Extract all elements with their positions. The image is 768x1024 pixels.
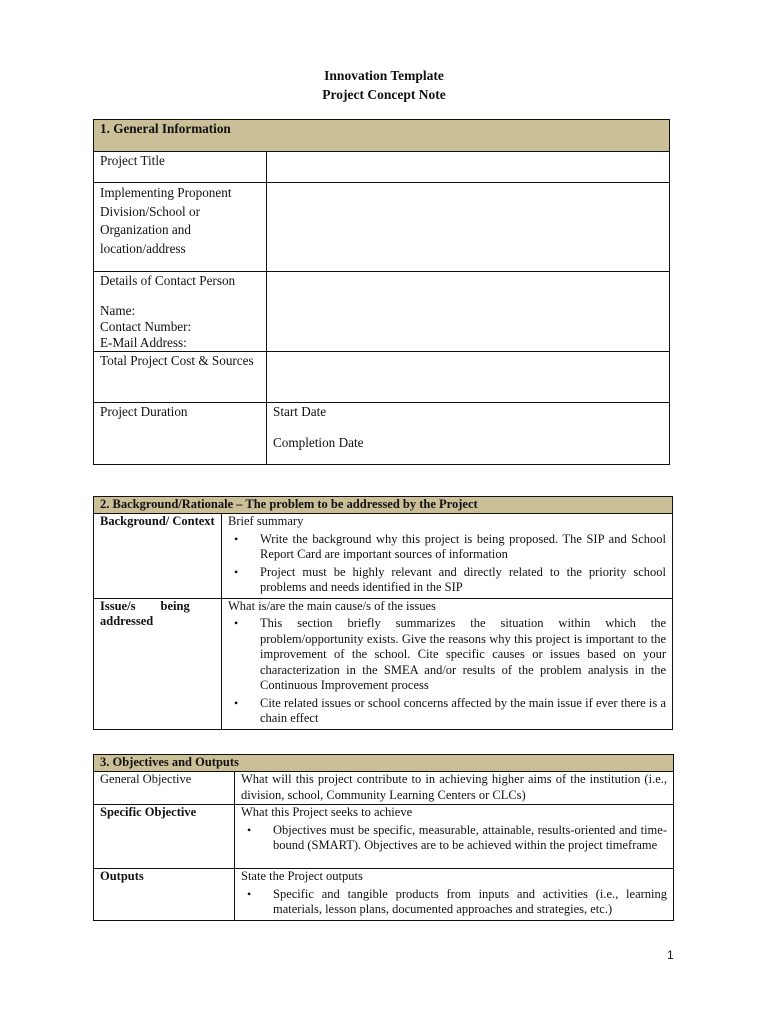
bullet-icon: •: [234, 695, 239, 710]
general-objective-text: What will this project contribute to in achieving higher aims of the institution (i.e., division, school, Community Learning Centers or CLCs): [235, 772, 674, 805]
start-date-label: Start Date: [273, 404, 327, 419]
specific-objective-summary: What this Project seeks to achieve: [241, 805, 413, 819]
bullet-icon: •: [247, 822, 252, 837]
specific-objective-label: Specific Objective: [94, 805, 235, 869]
list-item: • Project must be highly relevant and directly related to the priority school problems and needs identified in the SIP: [234, 564, 666, 594]
general-information-header: 1. General Information: [94, 120, 670, 152]
issues-addressed-label: Issue/s being addressed: [94, 598, 222, 729]
outputs-label: Outputs: [94, 869, 235, 921]
project-cost-label: Total Project Cost & Sources: [94, 352, 267, 403]
list-item: • Cite related issues or school concerns affected by the main issue if ever there is a chain effect: [234, 695, 666, 725]
issues-addressed-cell: [222, 598, 673, 729]
bullet-icon: •: [247, 886, 252, 901]
general-information-table: [93, 119, 670, 465]
context-summary: Brief summary: [228, 514, 304, 528]
document-titles: [0, 66, 768, 104]
project-duration-cell[interactable]: [267, 403, 670, 465]
general-objective-label: General Objective: [94, 772, 235, 805]
bullet-icon: •: [234, 616, 239, 630]
specific-bullet-list: [241, 823, 667, 854]
list-item: • Specific and tangible products from inputs and activities (i.e., learning materials, lesson plans, documented approaches and strategies, etc.): [247, 886, 667, 916]
contact-person-field[interactable]: [267, 272, 670, 352]
bullet-icon: •: [234, 531, 239, 546]
proponent-field[interactable]: [267, 183, 670, 272]
project-title-field[interactable]: [267, 152, 670, 183]
list-item: • Write the background why this project is being proposed. The SIP and School Report Card are important sources of information: [234, 531, 666, 561]
project-title-label: Project Title: [94, 152, 267, 183]
outputs-summary: State the Project outputs: [241, 869, 363, 883]
page-number: 1: [667, 948, 674, 962]
completion-date-label: Completion Date: [273, 434, 364, 450]
background-context-label: Background/ Context: [94, 514, 222, 599]
contact-person-label: Details of Contact Person: [100, 273, 236, 288]
specific-objective-cell: [235, 805, 674, 869]
background-rationale-table: [93, 496, 673, 730]
bullet-icon: •: [234, 564, 239, 579]
context-bullet-list: [228, 532, 666, 596]
issue-bullet-list: [228, 616, 666, 727]
issue-summary: What is/are the main cause/s of the issues: [228, 598, 436, 613]
list-item: • This section briefly summarizes the situation within which the problem/opportunity exists. Give the reasons why this project is important to the improvement of the school. Cite specific causes or issues based on your characterization in the SMEA and/or results of the problem analysis in the Continuous Improvement process: [234, 616, 666, 692]
outputs-bullet-list: [241, 887, 667, 918]
contact-person-cell: [94, 272, 267, 352]
objectives-header: 3. Objectives and Outputs: [94, 755, 674, 772]
document-subtitle: Project Concept Note: [322, 87, 446, 102]
project-duration-label: Project Duration: [94, 403, 267, 465]
document-title: Innovation Template: [324, 68, 444, 83]
objectives-outputs-table: [93, 754, 674, 921]
email-label: E-Mail Address:: [100, 334, 187, 350]
proponent-label: Implementing Proponent Division/School or Organization and location/address: [94, 183, 267, 272]
outputs-cell: [235, 869, 674, 921]
name-label: Name:: [100, 302, 136, 318]
background-header: 2. Background/Rationale – The problem to be addressed by the Project: [94, 497, 673, 514]
list-item: • Objectives must be specific, measurable, attainable, results-oriented and time-bound (SMART). Objectives are to be achieved within the project timeframe: [247, 822, 667, 852]
background-context-cell: [222, 514, 673, 599]
project-cost-field[interactable]: [267, 352, 670, 403]
contact-number-label: Contact Number:: [100, 318, 192, 334]
